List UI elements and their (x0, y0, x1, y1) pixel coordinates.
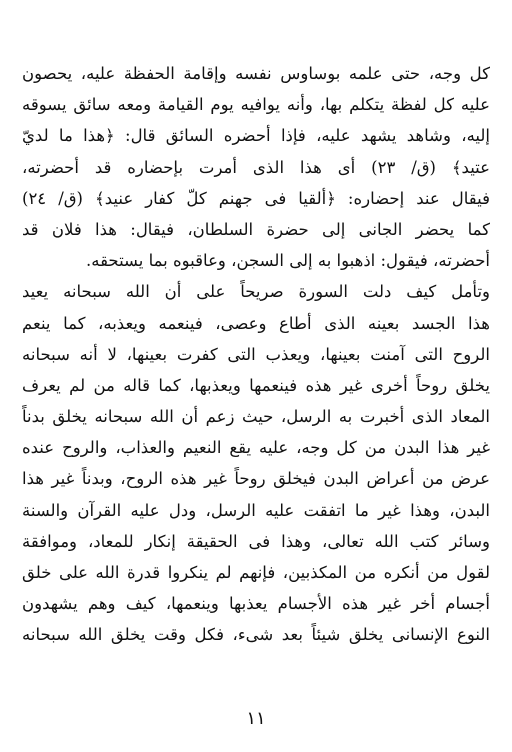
text-line: عتيد﴾ (ق/ ٢٣) أى هذا الذى أمرت بإحضاره قد أحضرته، (22, 157, 490, 177)
text-line: أجسام أخر غير هذه الأجسام يعذبها وينعمها، كيف وهم يشهدون (22, 594, 490, 614)
page-number: ١١ (246, 708, 266, 729)
text-line: أحضرته، فيقول: اذهبوا به إلى السجن، وعاقبوه بما يستحقه. (85, 251, 490, 271)
text-line: لقول من أنكره من المكذبين، فإنهم لم ينكروا قدرة الله على خلق (22, 563, 490, 582)
text-line: عرض من أعراض البدن فيخلق روحاً غير هذه الروح، وبدناً غير هذا (22, 469, 490, 489)
text-line: المعاد الذى أخبرت به الرسل، حيث زعم أن الله سبحانه يخلق بدناً (22, 407, 490, 427)
text-line: الروح التى آمنت بعينها، ويعذب التى كفرت بعينها، لا أنه سبحانه (22, 344, 490, 364)
text-line: وتأمل كيف دلت السورة صريحاً على أن الله سبحانه يعيد (22, 282, 490, 302)
text-line: هذا الجسد بعينه الذى أطاع وعصى، فينعمه ويعذبه، كما ينعم (22, 313, 490, 333)
text-line: غير هذا البدن من كل وجه، عليه يقع النعيم والعذاب، والروح عنده (22, 438, 490, 458)
text-line: كما يحضر الجانى إلى حضرة السلطان، فيقال: هذا فلان قد (22, 219, 490, 239)
text-line: عليه كل لفظة يتكلم بها، وأنه يوافيه يوم القيامة ومعه سائق يسوقه (22, 95, 490, 115)
text-line: وسائر كتب الله تعالى، وهذا فى الحقيقة إنكار للمعاد، وموافقة (22, 531, 490, 551)
text-line: يخلق روحاً أخرى غير هذه فينعمها ويعذبها، كما قاله من لم يعرف (22, 375, 490, 395)
body-text (22, 58, 490, 651)
text-line: إليه، وشاهد يشهد عليه، فإذا أحضره السائق قال: ﴿هذا ما لديّ (22, 126, 490, 146)
text-line: النوع الإنسانى يخلق شيئاً بعد شىء، فكل وقت يخلق الله سبحانه (22, 625, 490, 645)
text-line: كل وجه، حتى علمه بوساوس نفسه وإقامة الحفظة عليه، يحصون (22, 64, 490, 83)
text-line: البدن، وهذا غير ما اتفقت عليه الرسل، ودل عليه القرآن والسنة (22, 500, 490, 520)
text-line: فيقال عند إحضاره: ﴿ألقيا فى جهنم كلّ كفار عنيد﴾ (ق/ ٢٤) (22, 188, 490, 208)
